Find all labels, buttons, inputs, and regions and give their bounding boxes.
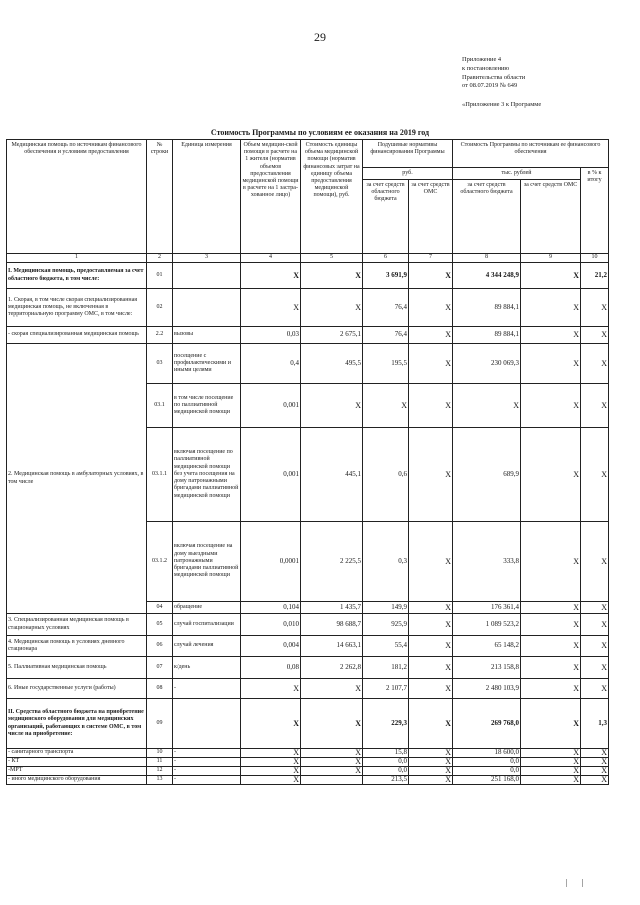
table-row — [7, 749, 609, 758]
row-percent: X — [581, 749, 609, 758]
row-cost-regional: 333,8 — [453, 522, 521, 602]
row-unit-cost: X — [301, 767, 363, 776]
row-cost-oms: X — [521, 776, 581, 785]
header-per-capita-regional: за счет средств областного бюджета — [363, 180, 409, 254]
row-unit-cost: 2 262,8 — [301, 657, 363, 679]
row-per-capita-oms: X — [409, 289, 453, 327]
header-unit-cost: Стоимость единицы объема медицинской помощи (норматив финансовых затрат на единицу объема предоставления медицинской помощи), руб. — [301, 140, 363, 254]
row-volume: X — [241, 767, 301, 776]
appendix-line: Приложение 4 — [462, 56, 502, 63]
row-volume: X — [241, 758, 301, 767]
row-per-capita-regional: 76,4 — [363, 289, 409, 327]
row-name: 3. Специализированная медицинская помощь в стационарных условиях — [7, 614, 147, 636]
table-row — [7, 767, 609, 776]
row-per-capita-oms: X — [409, 636, 453, 657]
row-percent: X — [581, 679, 609, 699]
row-volume: 0,001 — [241, 384, 301, 428]
row-unit-cost: 495,5 — [301, 344, 363, 384]
row-cost-regional: 689,9 — [453, 428, 521, 522]
row-cost-regional: 89 884,1 — [453, 289, 521, 327]
row-cost-oms: X — [521, 749, 581, 758]
row-volume: 0,4 — [241, 344, 301, 384]
table-row — [7, 776, 609, 785]
row-per-capita-regional: 925,9 — [363, 614, 409, 636]
row-unit — [173, 699, 241, 749]
row-cost-oms: X — [521, 699, 581, 749]
row-volume: 0,004 — [241, 636, 301, 657]
row-unit-cost: X — [301, 289, 363, 327]
row-volume: X — [241, 699, 301, 749]
row-per-capita-regional: 2 107,7 — [363, 679, 409, 699]
column-number: 6 — [363, 254, 409, 263]
row-volume: X — [241, 263, 301, 289]
table-row — [7, 263, 609, 289]
row-cost-regional: 251 168,0 — [453, 776, 521, 785]
row-unit: включая посещение на дому выездными патронажными бригадами паллиативной медицинской помощи — [173, 522, 241, 602]
table-row — [7, 657, 609, 679]
row-cost-regional: 0,0 — [453, 767, 521, 776]
table-row — [7, 699, 609, 749]
row-cost-oms: X — [521, 636, 581, 657]
table-row — [7, 758, 609, 767]
row-percent: X — [581, 636, 609, 657]
row-unit-cost: 14 663,1 — [301, 636, 363, 657]
table-row — [7, 679, 609, 699]
table-row — [7, 327, 609, 344]
row-unit-cost: X — [301, 384, 363, 428]
row-number: 03.1 — [147, 384, 173, 428]
row-number: 13 — [147, 776, 173, 785]
column-number: 10 — [581, 254, 609, 263]
row-volume: X — [241, 289, 301, 327]
row-name: 2. Медицинская помощь в амбулаторных условиях, в том числе — [7, 344, 147, 614]
column-number: 9 — [521, 254, 581, 263]
row-per-capita-regional: 3 691,9 — [363, 263, 409, 289]
row-cost-oms: X — [521, 522, 581, 602]
row-per-capita-regional: 0,3 — [363, 522, 409, 602]
row-cost-oms: X — [521, 614, 581, 636]
row-percent: X — [581, 767, 609, 776]
row-unit: в том числе посещение по паллиативной медицинской помощи — [173, 384, 241, 428]
row-volume: X — [241, 749, 301, 758]
row-per-capita-regional: 15,8 — [363, 749, 409, 758]
row-cost-regional: 1 089 523,2 — [453, 614, 521, 636]
row-unit-cost: 2 675,1 — [301, 327, 363, 344]
row-name: 5. Паллиативная медицинская помощь — [7, 657, 147, 679]
row-per-capita-oms: X — [409, 699, 453, 749]
row-cost-oms: X — [521, 384, 581, 428]
header-thousand-rub: тыс. рублей — [453, 168, 581, 180]
row-per-capita-oms: X — [409, 602, 453, 614]
row-volume: X — [241, 679, 301, 699]
row-number: 12 — [147, 767, 173, 776]
document-title: Стоимость Программы по условиям ее оказания на 2019 год — [210, 128, 430, 137]
row-unit: случай госпитализации — [173, 614, 241, 636]
row-cost-regional: 0,0 — [453, 758, 521, 767]
row-number: 11 — [147, 758, 173, 767]
row-number: 02 — [147, 289, 173, 327]
row-per-capita-regional: 149,9 — [363, 602, 409, 614]
row-name: - санитарного транспорта — [7, 749, 147, 758]
row-cost-regional: 176 361,4 — [453, 602, 521, 614]
row-number: 04 — [147, 602, 173, 614]
scan-marks: | | — [566, 878, 590, 887]
row-percent: X — [581, 657, 609, 679]
row-percent: 21,2 — [581, 263, 609, 289]
row-number: 01 — [147, 263, 173, 289]
row-per-capita-regional: 0,0 — [363, 758, 409, 767]
row-unit: обращение — [173, 602, 241, 614]
column-number: 2 — [147, 254, 173, 263]
cost-table — [6, 139, 609, 785]
row-unit-cost: 98 688,7 — [301, 614, 363, 636]
row-volume: 0,104 — [241, 602, 301, 614]
row-per-capita-regional: X — [363, 384, 409, 428]
row-name: II. Средства областного бюджета на приобретение медицинского оборудования для медицинских организаций, работающих в системе ОМС, в том числе на приобретение: — [7, 699, 147, 749]
row-unit: вызовы — [173, 327, 241, 344]
row-per-capita-regional: 55,4 — [363, 636, 409, 657]
row-cost-oms: X — [521, 344, 581, 384]
row-per-capita-oms: X — [409, 767, 453, 776]
column-number: 4 — [241, 254, 301, 263]
header-cost-regional: за счет средств областного бюджета — [453, 180, 521, 254]
table-row — [7, 289, 609, 327]
header-unit: Единица измерения — [173, 140, 241, 254]
row-cost-regional: 18 600,0 — [453, 749, 521, 758]
header-rub: руб. — [363, 168, 453, 180]
row-cost-oms: X — [521, 767, 581, 776]
row-name: -МРТ — [7, 767, 147, 776]
row-unit-cost — [301, 776, 363, 785]
row-unit-cost: X — [301, 699, 363, 749]
row-name: - КТ — [7, 758, 147, 767]
row-percent: 1,3 — [581, 699, 609, 749]
row-name: - иного медицинского оборудования — [7, 776, 147, 785]
row-percent: X — [581, 327, 609, 344]
row-cost-regional: 89 884,1 — [453, 327, 521, 344]
row-unit-cost: X — [301, 749, 363, 758]
row-cost-oms: X — [521, 602, 581, 614]
header-per-capita-oms: за счет средств ОМС — [409, 180, 453, 254]
row-per-capita-oms: X — [409, 428, 453, 522]
row-cost-regional: X — [453, 384, 521, 428]
row-name: 1. Скорая, в том числе скорая специализированная медицинская помощь, не включенная в территориальную программу ОМС, в том числе: — [7, 289, 147, 327]
row-unit: - — [173, 767, 241, 776]
row-per-capita-oms: X — [409, 758, 453, 767]
row-unit: - — [173, 749, 241, 758]
column-number: 8 — [453, 254, 521, 263]
row-cost-oms: X — [521, 289, 581, 327]
row-per-capita-oms: X — [409, 263, 453, 289]
row-unit: включая посещение по паллиативной медицинской помощи без учета посещения на дому патронажными бригадами паллиативной медицинской помощи — [173, 428, 241, 522]
row-per-capita-regional: 195,5 — [363, 344, 409, 384]
row-per-capita-oms: X — [409, 384, 453, 428]
row-number: 10 — [147, 749, 173, 758]
row-per-capita-regional: 0,6 — [363, 428, 409, 522]
appendix-line: Правительства области — [462, 73, 526, 81]
row-unit-cost: 445,1 — [301, 428, 363, 522]
row-unit — [173, 289, 241, 327]
row-unit-cost: 1 435,7 — [301, 602, 363, 614]
row-unit — [173, 263, 241, 289]
page-number: 29 — [314, 30, 326, 44]
row-percent: X — [581, 522, 609, 602]
row-percent: X — [581, 776, 609, 785]
appendix-line: от 08.07.2019 № 649 — [462, 82, 518, 90]
row-cost-regional: 65 148,2 — [453, 636, 521, 657]
row-unit: к/день — [173, 657, 241, 679]
column-number: 1 — [7, 254, 147, 263]
row-per-capita-regional: 213,5 — [363, 776, 409, 785]
row-number: 05 — [147, 614, 173, 636]
row-unit-cost: X — [301, 263, 363, 289]
header-row-number: № строки — [147, 140, 173, 254]
row-name: I. Медицинская помощь, предоставляемая за счет областного бюджета, в том числе: — [7, 263, 147, 289]
row-percent: X — [581, 289, 609, 327]
appendix-reference: «Приложение 3 к Программе — [462, 101, 542, 109]
row-per-capita-oms: X — [409, 344, 453, 384]
row-cost-oms: X — [521, 327, 581, 344]
row-unit: - — [173, 776, 241, 785]
row-unit-cost: X — [301, 679, 363, 699]
row-unit-cost: X — [301, 758, 363, 767]
row-name: 4. Медицинская помощь в условиях дневного стационара — [7, 636, 147, 657]
row-unit: - — [173, 758, 241, 767]
row-volume: 0,08 — [241, 657, 301, 679]
row-cost-regional: 230 069,3 — [453, 344, 521, 384]
row-per-capita-regional: 0,0 — [363, 767, 409, 776]
row-per-capita-regional: 181,2 — [363, 657, 409, 679]
row-volume: 0,010 — [241, 614, 301, 636]
table-row — [7, 614, 609, 636]
row-per-capita-oms: X — [409, 522, 453, 602]
row-cost-oms: X — [521, 428, 581, 522]
row-volume: 0,001 — [241, 428, 301, 522]
row-per-capita-regional: 229,3 — [363, 699, 409, 749]
row-number: 03.1.2 — [147, 522, 173, 602]
row-unit-cost: 2 225,5 — [301, 522, 363, 602]
row-percent: X — [581, 614, 609, 636]
row-cost-oms: X — [521, 758, 581, 767]
row-volume: 0,03 — [241, 327, 301, 344]
row-number: 09 — [147, 699, 173, 749]
row-volume: X — [241, 776, 301, 785]
header-volume: Объем медицин-ской помощи в расчете на 1 жителя (норматив объемов предоставления медицинской помощи в расчете на 1 застра-хованное лицо) — [241, 140, 301, 254]
table-row — [7, 636, 609, 657]
row-cost-oms: X — [521, 263, 581, 289]
row-percent: X — [581, 384, 609, 428]
row-unit: посещение с профилактическими и иными целями — [173, 344, 241, 384]
row-name: 6. Иные государственные услуги (работы) — [7, 679, 147, 699]
row-number: 03.1.1 — [147, 428, 173, 522]
row-name: - скорая специализированная медицинская помощь — [7, 327, 147, 344]
row-per-capita-oms: X — [409, 776, 453, 785]
column-number: 5 — [301, 254, 363, 263]
row-unit: - — [173, 679, 241, 699]
row-number: 08 — [147, 679, 173, 699]
row-unit: случай лечения — [173, 636, 241, 657]
column-number: 3 — [173, 254, 241, 263]
appendix-block — [462, 56, 541, 110]
row-per-capita-oms: X — [409, 614, 453, 636]
appendix-line: к постановлению — [462, 64, 510, 72]
row-per-capita-oms: X — [409, 657, 453, 679]
row-per-capita-oms: X — [409, 749, 453, 758]
row-number: 06 — [147, 636, 173, 657]
row-number: 07 — [147, 657, 173, 679]
row-per-capita-regional: 76,4 — [363, 327, 409, 344]
header-per-capita-group: Подушевые нормативы финансирования Программы — [363, 140, 453, 168]
row-number: 2.2 — [147, 327, 173, 344]
table-row — [7, 344, 609, 384]
header-care-type: Медицинская помощь по источникам финансового обеспечения и условиям предоставления — [7, 140, 147, 254]
row-percent: X — [581, 344, 609, 384]
header-percent: в % к итогу — [581, 168, 609, 254]
column-number: 7 — [409, 254, 453, 263]
row-number: 03 — [147, 344, 173, 384]
row-percent: X — [581, 602, 609, 614]
row-per-capita-oms: X — [409, 327, 453, 344]
row-cost-regional: 213 158,8 — [453, 657, 521, 679]
row-percent: X — [581, 428, 609, 522]
header-program-cost-group: Стоимость Программы по источникам ее финансового обеспечения — [453, 140, 609, 168]
row-per-capita-oms: X — [409, 679, 453, 699]
row-cost-oms: X — [521, 679, 581, 699]
row-volume: 0,0001 — [241, 522, 301, 602]
row-cost-regional: 4 344 248,9 — [453, 263, 521, 289]
row-cost-oms: X — [521, 657, 581, 679]
row-cost-regional: 269 768,0 — [453, 699, 521, 749]
row-cost-regional: 2 480 103,9 — [453, 679, 521, 699]
header-cost-oms: за счет средств ОМС — [521, 180, 581, 254]
row-percent: X — [581, 758, 609, 767]
